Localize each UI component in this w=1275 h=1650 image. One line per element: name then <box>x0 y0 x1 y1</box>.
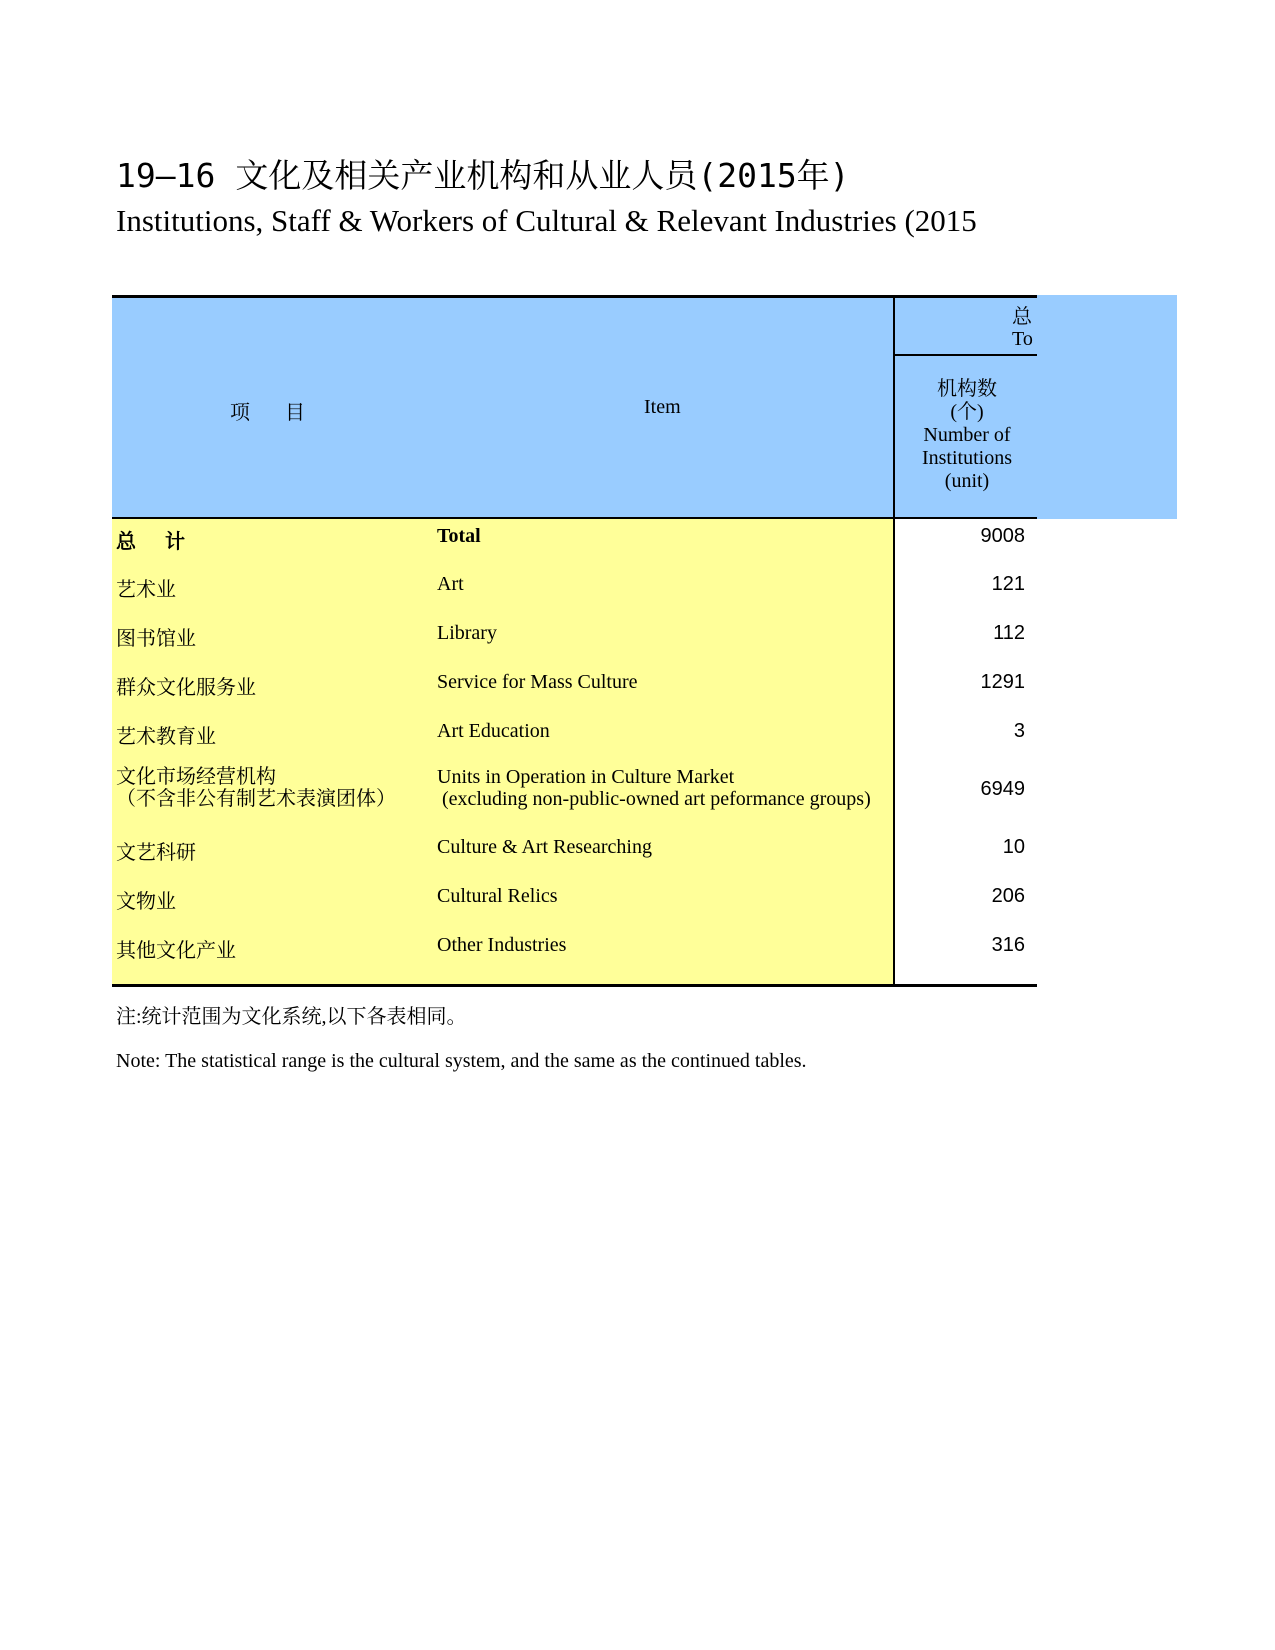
row-label-cn-line2: （不含非公有制艺术表演团体） <box>116 788 396 810</box>
header-inst-unit-cn: (个) <box>950 401 984 423</box>
column-divider <box>893 295 895 985</box>
header-inst-en2: Institutions <box>921 447 1012 469</box>
row-label-en: Library <box>437 622 497 644</box>
table-bottom-rule <box>112 984 1037 987</box>
row-label-en: Service for Mass Culture <box>437 671 638 693</box>
row-value: 3 <box>1013 720 1025 742</box>
table-header <box>112 295 1037 519</box>
header-inst-en1: Number of <box>923 424 1011 446</box>
row-label-en <box>437 766 871 810</box>
title-en-container <box>116 198 1036 244</box>
row-label-cn: 总 计 <box>116 531 185 553</box>
title-cn-text: 文化及相关产业机构和从业人员(2015年) <box>235 156 850 195</box>
row-label-cn: 群众文化服务业 <box>116 677 256 699</box>
title-en: Institutions, Staff & Workers of Cultural & Relevant Industries (2015 <box>116 203 977 238</box>
row-label-en: Other Industries <box>437 934 567 956</box>
row-label-en-line2: (excluding non-public-owned art peformance groups) <box>437 788 871 810</box>
row-label-cn: 文物业 <box>116 891 176 913</box>
row-value: 112 <box>993 622 1025 644</box>
row-value: 10 <box>1002 836 1025 858</box>
header-institutions <box>897 378 1037 493</box>
row-label-en: Culture & Art Researching <box>437 836 652 858</box>
row-label-en: Cultural Relics <box>437 885 558 907</box>
row-value: 121 <box>991 573 1025 595</box>
row-label-en: Total <box>437 525 481 547</box>
row-value: 6949 <box>980 778 1025 800</box>
header-inst-cn: 机构数 <box>937 378 997 400</box>
header-background-extension <box>1037 295 1177 519</box>
row-value: 1291 <box>980 671 1025 693</box>
title-cn <box>116 150 850 197</box>
row-label-cn: 图书馆业 <box>116 628 196 650</box>
data-table <box>112 295 1037 987</box>
row-value: 9008 <box>980 525 1025 547</box>
row-value: 316 <box>991 934 1025 956</box>
row-label-en: Art Education <box>437 720 550 742</box>
row-label-cn-line1: 文化市场经营机构 <box>116 766 276 788</box>
header-item-cn: 项 目 <box>230 402 305 424</box>
row-label-en-line1: Units in Operation in Culture Market <box>437 766 735 788</box>
header-total-cn: 总 <box>1012 306 1032 328</box>
header-total <box>1012 306 1033 350</box>
row-label-cn: 文艺科研 <box>116 842 196 864</box>
row-label-en: Art <box>437 573 464 595</box>
header-total-en: To <box>1012 328 1033 350</box>
row-label-cn: 其他文化产业 <box>116 940 236 962</box>
row-label-cn: 艺术业 <box>116 579 176 601</box>
note-en: Note: The statistical range is the cultural system, and the same as the continued tables. <box>116 1050 807 1072</box>
row-value: 206 <box>991 885 1025 907</box>
header-total-divider <box>895 354 1037 356</box>
row-label-cn: 艺术教育业 <box>116 726 216 748</box>
table-number: 19—16 <box>116 156 216 195</box>
row-label-cn <box>116 766 396 810</box>
table-body-background <box>112 519 893 985</box>
header-inst-unit-en: (unit) <box>944 470 990 492</box>
note-cn: 注:统计范围为文化系统,以下各表相同。 <box>116 1006 467 1028</box>
header-item-en: Item <box>644 396 681 418</box>
